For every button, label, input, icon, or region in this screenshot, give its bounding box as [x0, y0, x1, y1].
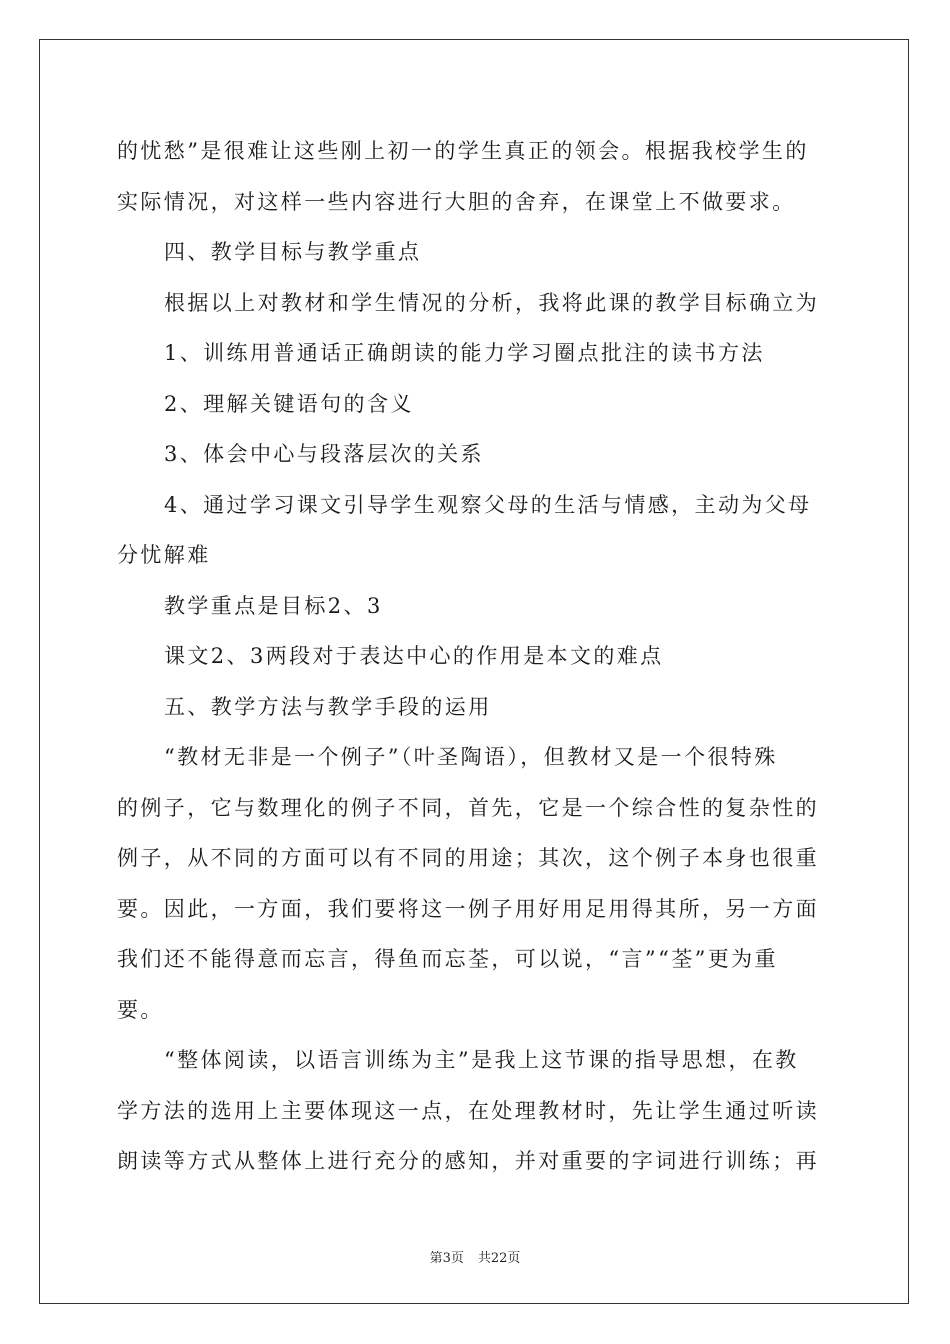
- text-line: 例子，从不同的方面可以有不同的用途；其次，这个例子本身也很重: [117, 846, 819, 870]
- text-line: 要。因此，一方面，我们要将这一例子用好用足用得其所，另一方面: [117, 896, 819, 921]
- text-line: 的例子，它与数理化的例子不同，首先，它是一个综合性的复杂性的: [117, 795, 819, 820]
- text-line: 教学重点是目标2、3: [164, 593, 383, 618]
- text-line: 根据以上对教材和学生情况的分析，我将此课的教学目标确立为: [164, 290, 820, 315]
- page-number: 第3页: [429, 1251, 464, 1266]
- text-line: 课文2、3两段对于表达中心的作用是本文的难点: [164, 644, 664, 668]
- text-line: 学方法的选用上主要体现这一点，在处理教材时，先让学生通过听读: [117, 1098, 819, 1123]
- text-line: 我们还不能得意而忘言，得鱼而忘荃，可以说，“言”“荃”更为重: [117, 947, 778, 971]
- text-line: 五、教学方法与教学手段的运用: [164, 694, 492, 719]
- text-line: 3、体会中心与段落层次的关系: [164, 442, 484, 466]
- text-line: 要。: [117, 997, 164, 1022]
- text-line: “教材无非是一个例子”（叶圣陶语），但教材又是一个很特殊: [164, 745, 778, 769]
- text-line: 的忧愁”是很难让这些刚上初一的学生真正的领会。根据我校学生的: [117, 139, 809, 163]
- document-body: [117, 126, 833, 1187]
- page-footer: [0, 1247, 950, 1266]
- text-line: “整体阅读，以语言训练为主”是我上这节课的指导思想，在教: [164, 1048, 799, 1072]
- text-line: 分忧解难: [117, 543, 211, 567]
- page-total: 共22页: [477, 1251, 521, 1266]
- text-line: 2、理解关键语句的含义: [164, 391, 414, 416]
- text-line: 实际情况，对这样一些内容进行大胆的舍弃，在课堂上不做要求。: [117, 189, 796, 214]
- text-line: 1、训练用普通话正确朗读的能力学习圈点批注的读书方法: [164, 341, 765, 365]
- text-line: 朗读等方式从整体上进行充分的感知，并对重要的字词进行训练；再: [117, 1149, 819, 1173]
- text-line: 四、教学目标与教学重点: [164, 240, 422, 264]
- text-line: 4、通过学习课文引导学生观察父母的生活与情感，主动为父母: [164, 492, 812, 517]
